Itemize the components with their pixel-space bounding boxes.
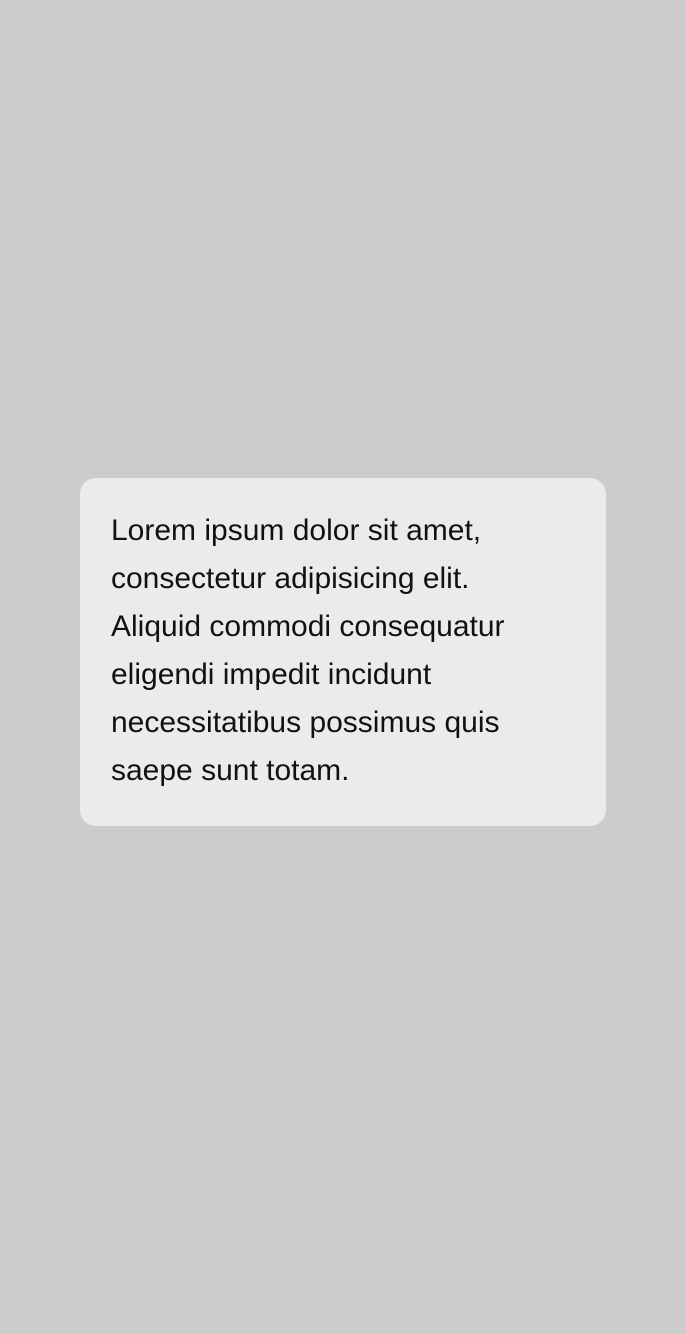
toast-message-card (80, 478, 606, 826)
toast-message-text: Lorem ipsum dolor sit amet, consectetur adipisicing elit. Aliquid commodi consequatur eligendi impedit incidunt necessitatibus possimus quis saepe sunt totam. (111, 514, 505, 787)
